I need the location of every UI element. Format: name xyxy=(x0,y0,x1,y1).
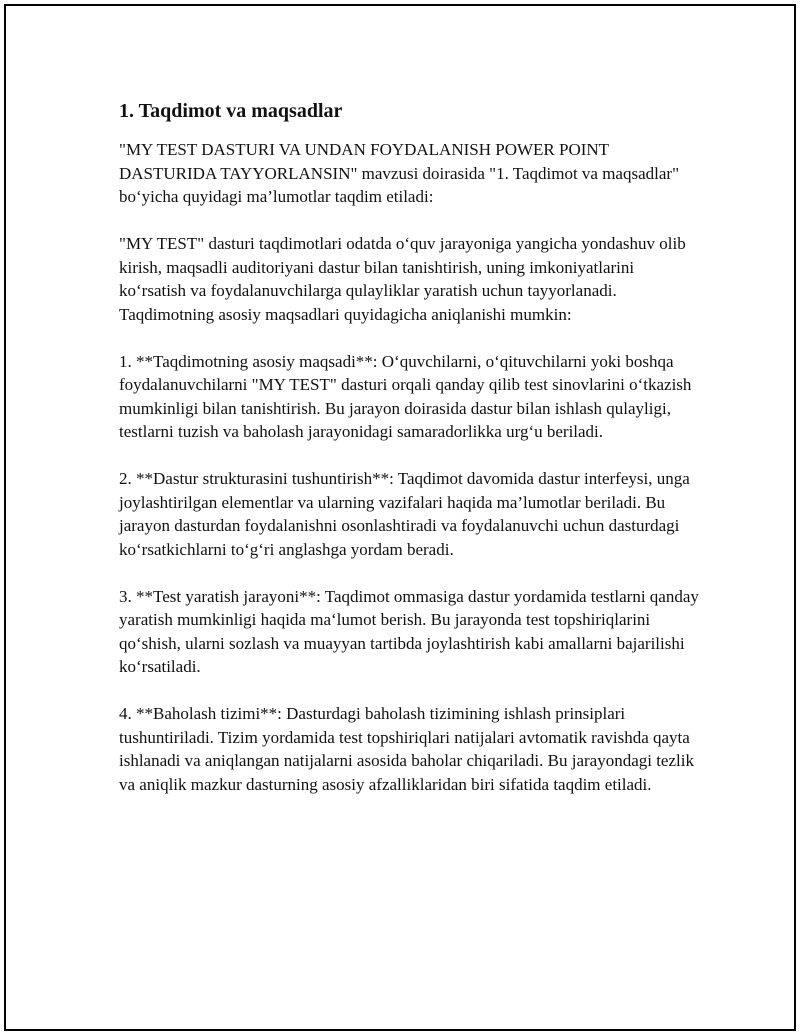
intro-paragraph: "MY TEST DASTURI VA UNDAN FOYDALANISH POWER POINT DASTURIDA TAYYORLANSIN" mavzusi doirasida "1. Taqdimot va maqsadlar" bo‘yicha quyidagi ma’lumotlar taqdim etiladi: xyxy=(119,140,684,206)
list-item-main-goal: 1. **Taqdimotning asosiy maqsadi**: O‘quvchilarni, o‘qituvchilarni yoki boshqa foydalanuvchilarni "MY TEST" dasturi orqali qanday qilib test sinovlarini o‘tkazish mumkinligi bilan tanishtirish. Bu jarayon doirasida dastur bilan ishlash qulayligi, testlarni tuzish va baholash jarayonidagi samaradorlikka urg‘u beriladi. xyxy=(119,351,696,441)
overview-paragraph: "MY TEST" dasturi taqdimotlari odatda o‘quv jarayoniga yangicha yondashuv olib kirish, maqsadli auditoriyani dastur bilan tanishtirish, uning imkoniyatlarini ko‘rsatish va foydalanuvchilarga qulayliklar yaratish uchun tayyorlanadi. Taqdimotning asosiy maqsadlari quyidagicha aniqlanishi mumkin: xyxy=(119,234,690,324)
list-item-grading: 4. **Baholash tizimi**: Dasturdagi baholash tizimining ishlash prinsiplari tushuntiriladi. Tizim yordamida test topshiriqlari natijalari avtomatik ravishda qayta ishlanadi va aniqlangan natijalarni asosida baholar chiqariladi. Bu jarayondagi tezlik va aniqlik mazkur dasturning asosiy afzalliklaridan biri sifatida taqdim etiladi. xyxy=(119,704,699,794)
section-heading: 1. Taqdimot va maqsadlar xyxy=(119,100,343,122)
document-content xyxy=(119,98,704,820)
list-item-test-creation: 3. **Test yaratish jarayoni**: Taqdimot ommasiga dastur yordamida testlarni qanday yaratish mumkinligi haqida ma‘lumot berish. Bu jarayonda test topshiriqlarini qo‘shish, ularni sozlash va muayyan tartibda joylashtirish kabi amallarni bajarilishi ko‘rsatiladi. xyxy=(119,586,704,676)
document-page xyxy=(4,4,796,1031)
list-item-structure: 2. **Dastur strukturasini tushuntirish**: Taqdimot davomida dastur interfeysi, unga joylashtirilgan elementlar va ularning vazifalari haqida ma’lumotlar beriladi. Bu jarayon dasturdan foydalanishni osonlashtiradi va foydalanuvchi uchun dasturdagi ko‘rsatkichlarni to‘g‘ri anglashga yordam beradi. xyxy=(119,469,695,559)
